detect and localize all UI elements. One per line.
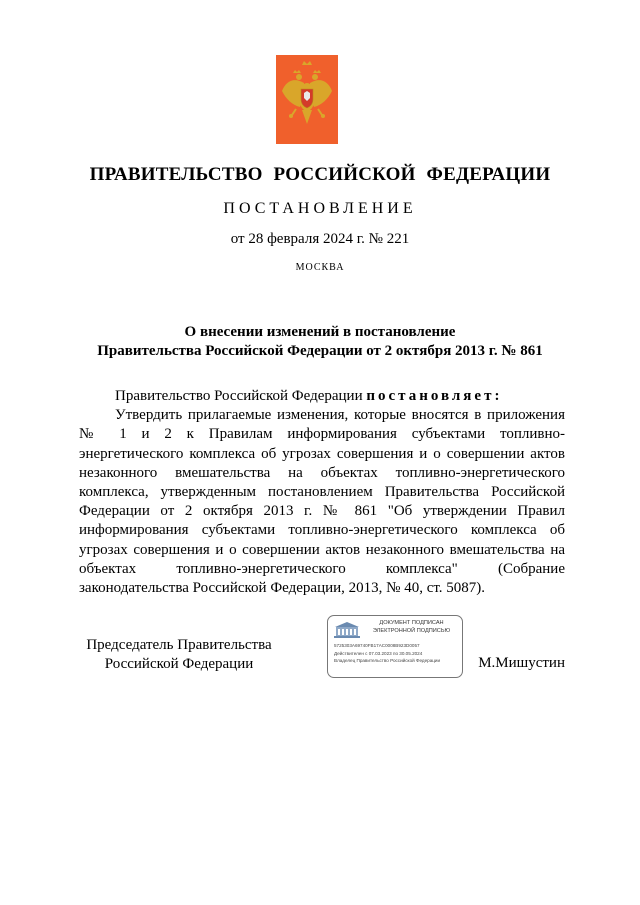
document-kind: ПОСТАНОВЛЕНИЕ [223,200,417,217]
stamp-title-line-1: ДОКУМЕНТ ПОДПИСАН [379,620,444,626]
electronic-signature-stamp [327,615,463,678]
subject-line-1: О внесении изменений в постановление [184,324,456,340]
intro-prefix: Правительство Российской Федерации [115,388,363,404]
signer-name: М.Мишустин [478,655,565,671]
main-paragraph: Утвердить прилагаемые изменения, которые вносятся в приложения № 1 и 2 к Правилам информирования субъектами топливно-энергетического комплекса об угрозах совершения и о совершении актов незаконного вмешательства на объектах топливно-энергетического комплекса, утвержденным постановлением Правительства Российской Федерации от 2 октября 2013 г. № 861 "Об утверждении Правил информирования субъектами топливно-энергетического комплекса об угрозах совершения и о совершении актов незаконного вмешательства на объектах топливно-энергетического комплекса" (Собрание законодательства Российской Федерации, 2013, № 40, ст. 5087). [79,407,565,597]
decree-word: постановляет: [366,388,503,404]
stamp-validity: Действителен с 07.03.2023 по 30.05.2024 [334,651,423,656]
government-title: ПРАВИТЕЛЬСТВО РОССИЙСКОЙ ФЕДЕРАЦИИ [89,164,551,185]
document-body [79,387,565,598]
intro-paragraph [79,387,565,406]
signer-position-line-1: Председатель Правительства [86,637,272,653]
document-subject [60,323,580,361]
subject-line-2: Правительства Российской Федерации от 2 октября 2013 г. № 861 [97,343,543,359]
stamp-owner: Владелец Правительство Российской Федерации [334,658,441,663]
government-building-icon [333,621,361,639]
stamp-title-line-2: ЭЛЕКТРОННОЙ ПОДПИСЬЮ [372,627,451,634]
signer-position [79,636,279,674]
coat-of-arms-icon [276,55,338,144]
stamp-certificate: 5725303A69740FB17AC0008B923D0057 [334,643,420,648]
city-name: МОСКВА [295,262,345,273]
stamp-title [364,620,459,635]
signer-position-line-2: Российской Федерации [104,656,254,672]
document-date-number: от 28 февраля 2024 г. № 221 [230,231,410,247]
